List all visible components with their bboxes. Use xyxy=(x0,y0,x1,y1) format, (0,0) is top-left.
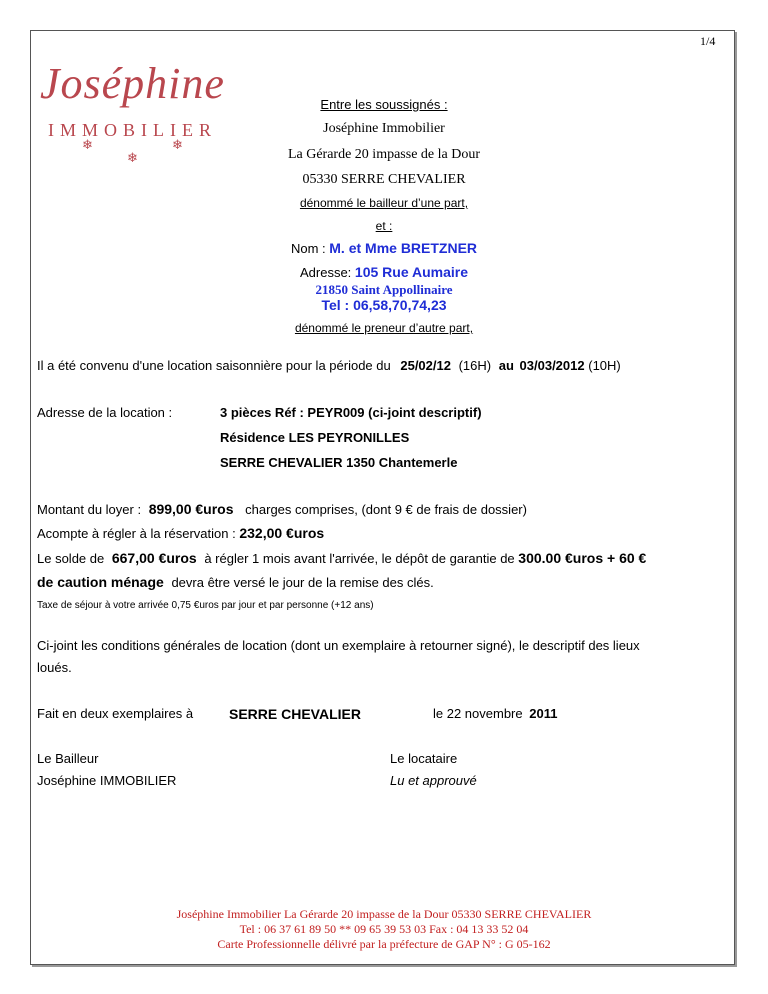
fait-date xyxy=(433,706,557,721)
locataire-title: Le locataire xyxy=(390,751,458,766)
loyer-line xyxy=(37,501,527,517)
footer-line2: Tel : 06 37 61 89 50 ** 09 65 39 53 03 Fax : 04 13 33 52 04 xyxy=(239,922,529,936)
period-line xyxy=(37,358,621,373)
date-year: 2011 xyxy=(529,706,558,721)
period-end-time: (10H) xyxy=(588,358,621,373)
tenant-name-line xyxy=(0,240,768,256)
loyer-label: Montant du loyer : xyxy=(37,502,142,517)
acompte-line xyxy=(37,525,324,541)
acompte-label: Acompte à régler à la réservation : xyxy=(37,526,236,541)
solde-value: 667,00 €uros xyxy=(111,550,197,566)
and-label: et : xyxy=(375,219,393,233)
period-au: au xyxy=(498,358,514,373)
adresse-label: Adresse: xyxy=(299,265,352,280)
caution-label: de caution ménage xyxy=(37,574,164,590)
period-text: Il a été convenu d'une location saisonnière pour la période du xyxy=(37,358,391,373)
solde-line xyxy=(37,550,646,566)
loyer-value: 899,00 €uros xyxy=(148,501,234,517)
tenant-name: M. et Mme BRETZNER xyxy=(329,240,478,256)
conditions-line1: Ci-joint les conditions générales de location (dont un exemplaire à retourner signé), le descriptif des lieux xyxy=(37,638,640,653)
loyer-note: charges comprises, (dont 9 € de frais de dossier) xyxy=(245,502,527,517)
period-start-time: (16H) xyxy=(458,358,492,373)
bailleur-title: Le Bailleur xyxy=(37,751,99,766)
bailleur-label: dénommé le bailleur d’une part, xyxy=(299,196,469,210)
acompte-value: 232,00 €uros xyxy=(239,525,325,541)
footer-line3: Carte Professionnelle délivré par la préfecture de GAP N° : G 05-162 xyxy=(217,937,551,951)
preneur-label: dénommé le preneur d’autre part, xyxy=(294,321,474,335)
document-frame xyxy=(30,30,735,965)
nom-label: Nom : xyxy=(290,241,326,256)
conditions-line2: loués. xyxy=(37,660,72,675)
taxe-note: Taxe de séjour à votre arrivée 0,75 €uros par jour et par personne (+12 ans) xyxy=(37,600,374,611)
tenant-city: 21850 Saint Appollinaire xyxy=(315,282,453,297)
bailleur-name: Joséphine IMMOBILIER xyxy=(37,773,177,788)
location-line1: 3 pièces Réf : PEYR009 (ci-joint descriptif) xyxy=(220,405,482,420)
solde-mid: à régler 1 mois avant l'arrivée, le dépôt de garantie de xyxy=(204,551,515,566)
location-label: Adresse de la location : xyxy=(37,405,173,420)
tenant-address: 105 Rue Aumaire xyxy=(354,264,469,280)
logo-script: Joséphine xyxy=(40,59,225,108)
intro: Entre les soussignés : xyxy=(320,97,448,112)
fait-place: SERRE CHEVALIER xyxy=(229,706,361,722)
page-number: 1/4 xyxy=(700,34,716,48)
period-end: 03/03/2012 xyxy=(519,358,585,373)
period-start: 25/02/12 xyxy=(400,358,451,373)
snowflake-icon: ❄ xyxy=(127,150,138,165)
approved-label: Lu et approuvé xyxy=(390,773,477,788)
location-line2: Résidence LES PEYRONILLES xyxy=(220,430,410,445)
logo-subtitle: IMMOBILIER xyxy=(48,120,217,140)
tenant-address-line xyxy=(0,264,768,280)
caution-line xyxy=(37,574,434,590)
fait-label: Fait en deux exemplaires à xyxy=(37,706,194,721)
depot-value: 300.00 €uros + 60 € xyxy=(518,550,647,566)
company-address1: La Gérarde 20 impasse de la Dour xyxy=(287,147,481,162)
footer-line1: Joséphine Immobilier La Gérarde 20 impasse de la Dour 05330 SERRE CHEVALIER xyxy=(176,907,592,921)
company-name: Joséphine Immobilier xyxy=(323,121,445,136)
tenant-tel: Tel : 06,58,70,74,23 xyxy=(321,297,447,313)
solde-prefix: Le solde de xyxy=(37,551,105,566)
footer xyxy=(0,907,768,952)
snowflake-icon: ❄ xyxy=(82,137,93,152)
caution-note: devra être versé le jour de la remise des clés. xyxy=(171,575,434,590)
date-prefix: le 22 novembre xyxy=(433,706,523,721)
snowflake-icon: ❄ xyxy=(172,137,183,152)
location-line3: SERRE CHEVALIER 1350 Chantemerle xyxy=(220,455,458,470)
company-address2: 05330 SERRE CHEVALIER xyxy=(302,172,466,187)
